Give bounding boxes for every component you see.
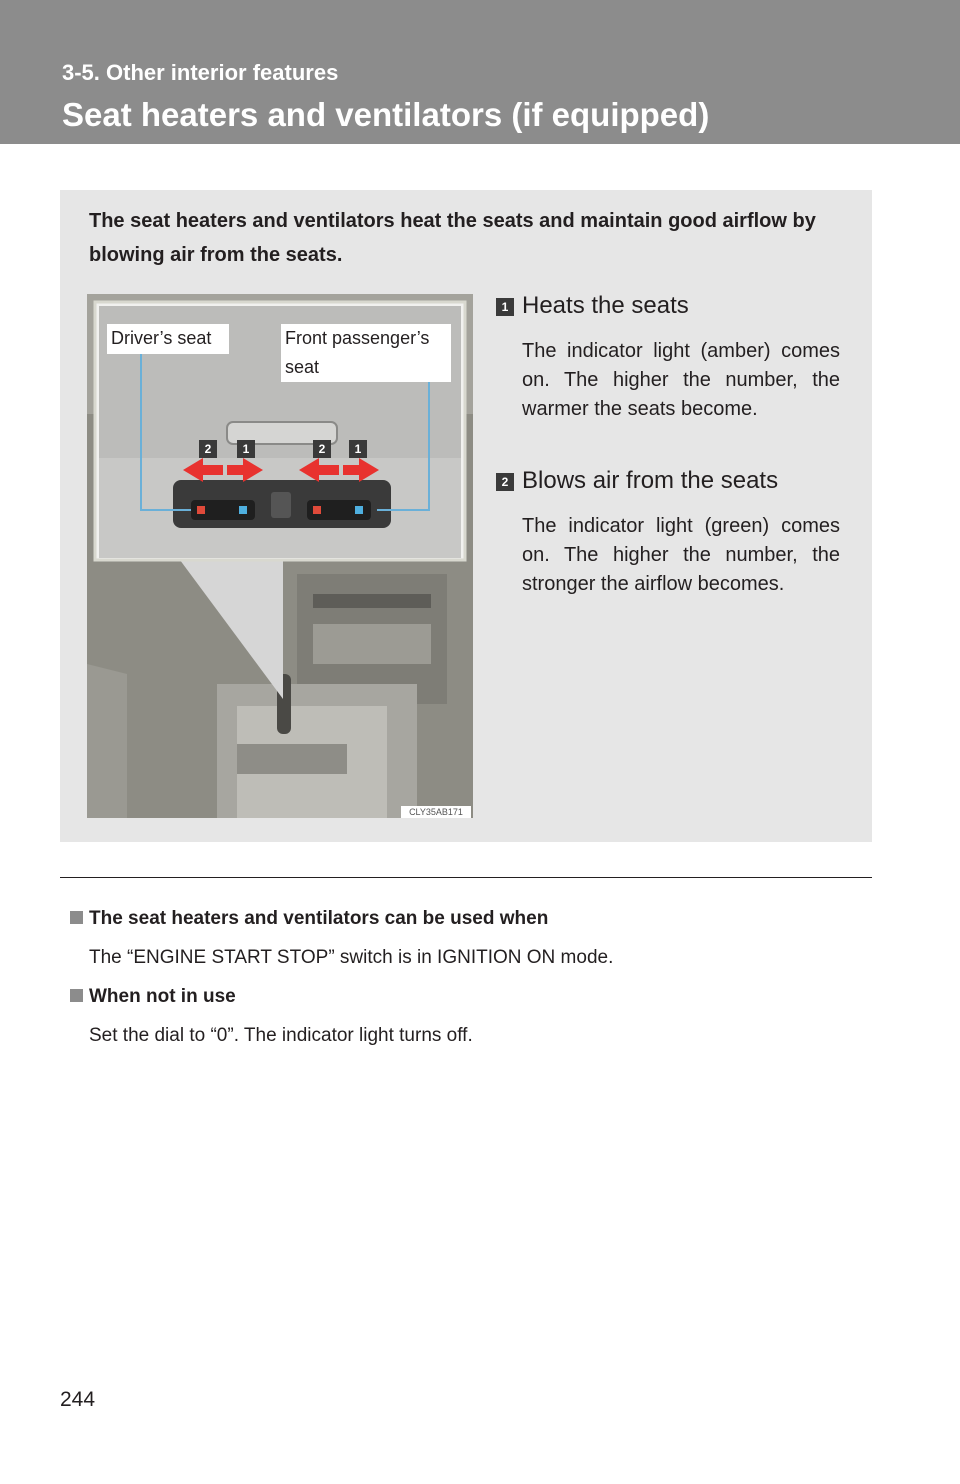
callout-passenger-seat: Front passenger’s seat	[281, 324, 451, 382]
passenger-vent-lamp	[355, 506, 363, 514]
section-divider	[60, 877, 872, 878]
figure-marker-1-driver: 1	[237, 440, 255, 458]
page-number: 244	[60, 1388, 96, 1411]
console-illustration	[87, 294, 473, 818]
header-band	[0, 0, 960, 144]
pedal-area	[87, 664, 127, 818]
section-label: 3-5. Other interior features	[62, 60, 339, 85]
page-title: Seat heaters and ventilators (if equipped)	[62, 96, 710, 133]
callout-driver-seat: Driver’s seat	[107, 324, 229, 354]
item-2-title: Blows air from the seats	[522, 467, 779, 494]
figure-code: CLY35AB171	[401, 806, 471, 818]
shift-gate	[237, 744, 347, 774]
figure-marker-2-driver: 2	[199, 440, 217, 458]
note-1-heading	[70, 906, 548, 932]
seat-symbol	[271, 492, 291, 518]
note-2-body: Set the dial to “0”. The indicator light turns off.	[89, 1025, 473, 1046]
item-2-number-marker: 2	[496, 473, 514, 491]
passenger-heat-lamp	[313, 506, 321, 514]
figure-marker-2-passenger: 2	[313, 440, 331, 458]
control-panel	[313, 624, 431, 664]
note-2-heading-text: When not in use	[89, 986, 236, 1007]
note-1-body: The “ENGINE START STOP” switch is in IGNITION ON mode.	[89, 947, 614, 968]
figure-marker-1-passenger: 1	[349, 440, 367, 458]
driver-heat-lamp	[197, 506, 205, 514]
intro-text: The seat heaters and ventilators heat the seats and maintain good airflow by blowing air from the seats.	[89, 210, 816, 266]
square-bullet-icon	[70, 989, 83, 1002]
item-1-number-marker: 1	[496, 298, 514, 316]
content-panel	[60, 190, 872, 842]
note-2-heading	[70, 984, 236, 1010]
square-bullet-icon	[70, 911, 83, 924]
note-1-heading-text: The seat heaters and ventilators can be used when	[89, 908, 549, 929]
item-2-description: The indicator light (green) comes on. The higher the number, the stronger the airflow becomes.	[522, 515, 840, 595]
driver-vent-lamp	[239, 506, 247, 514]
item-1-description: The indicator light (amber) comes on. The higher the number, the warmer the seats become.	[522, 340, 840, 420]
vent-slot	[313, 594, 431, 608]
item-1-title: Heats the seats	[522, 292, 689, 319]
